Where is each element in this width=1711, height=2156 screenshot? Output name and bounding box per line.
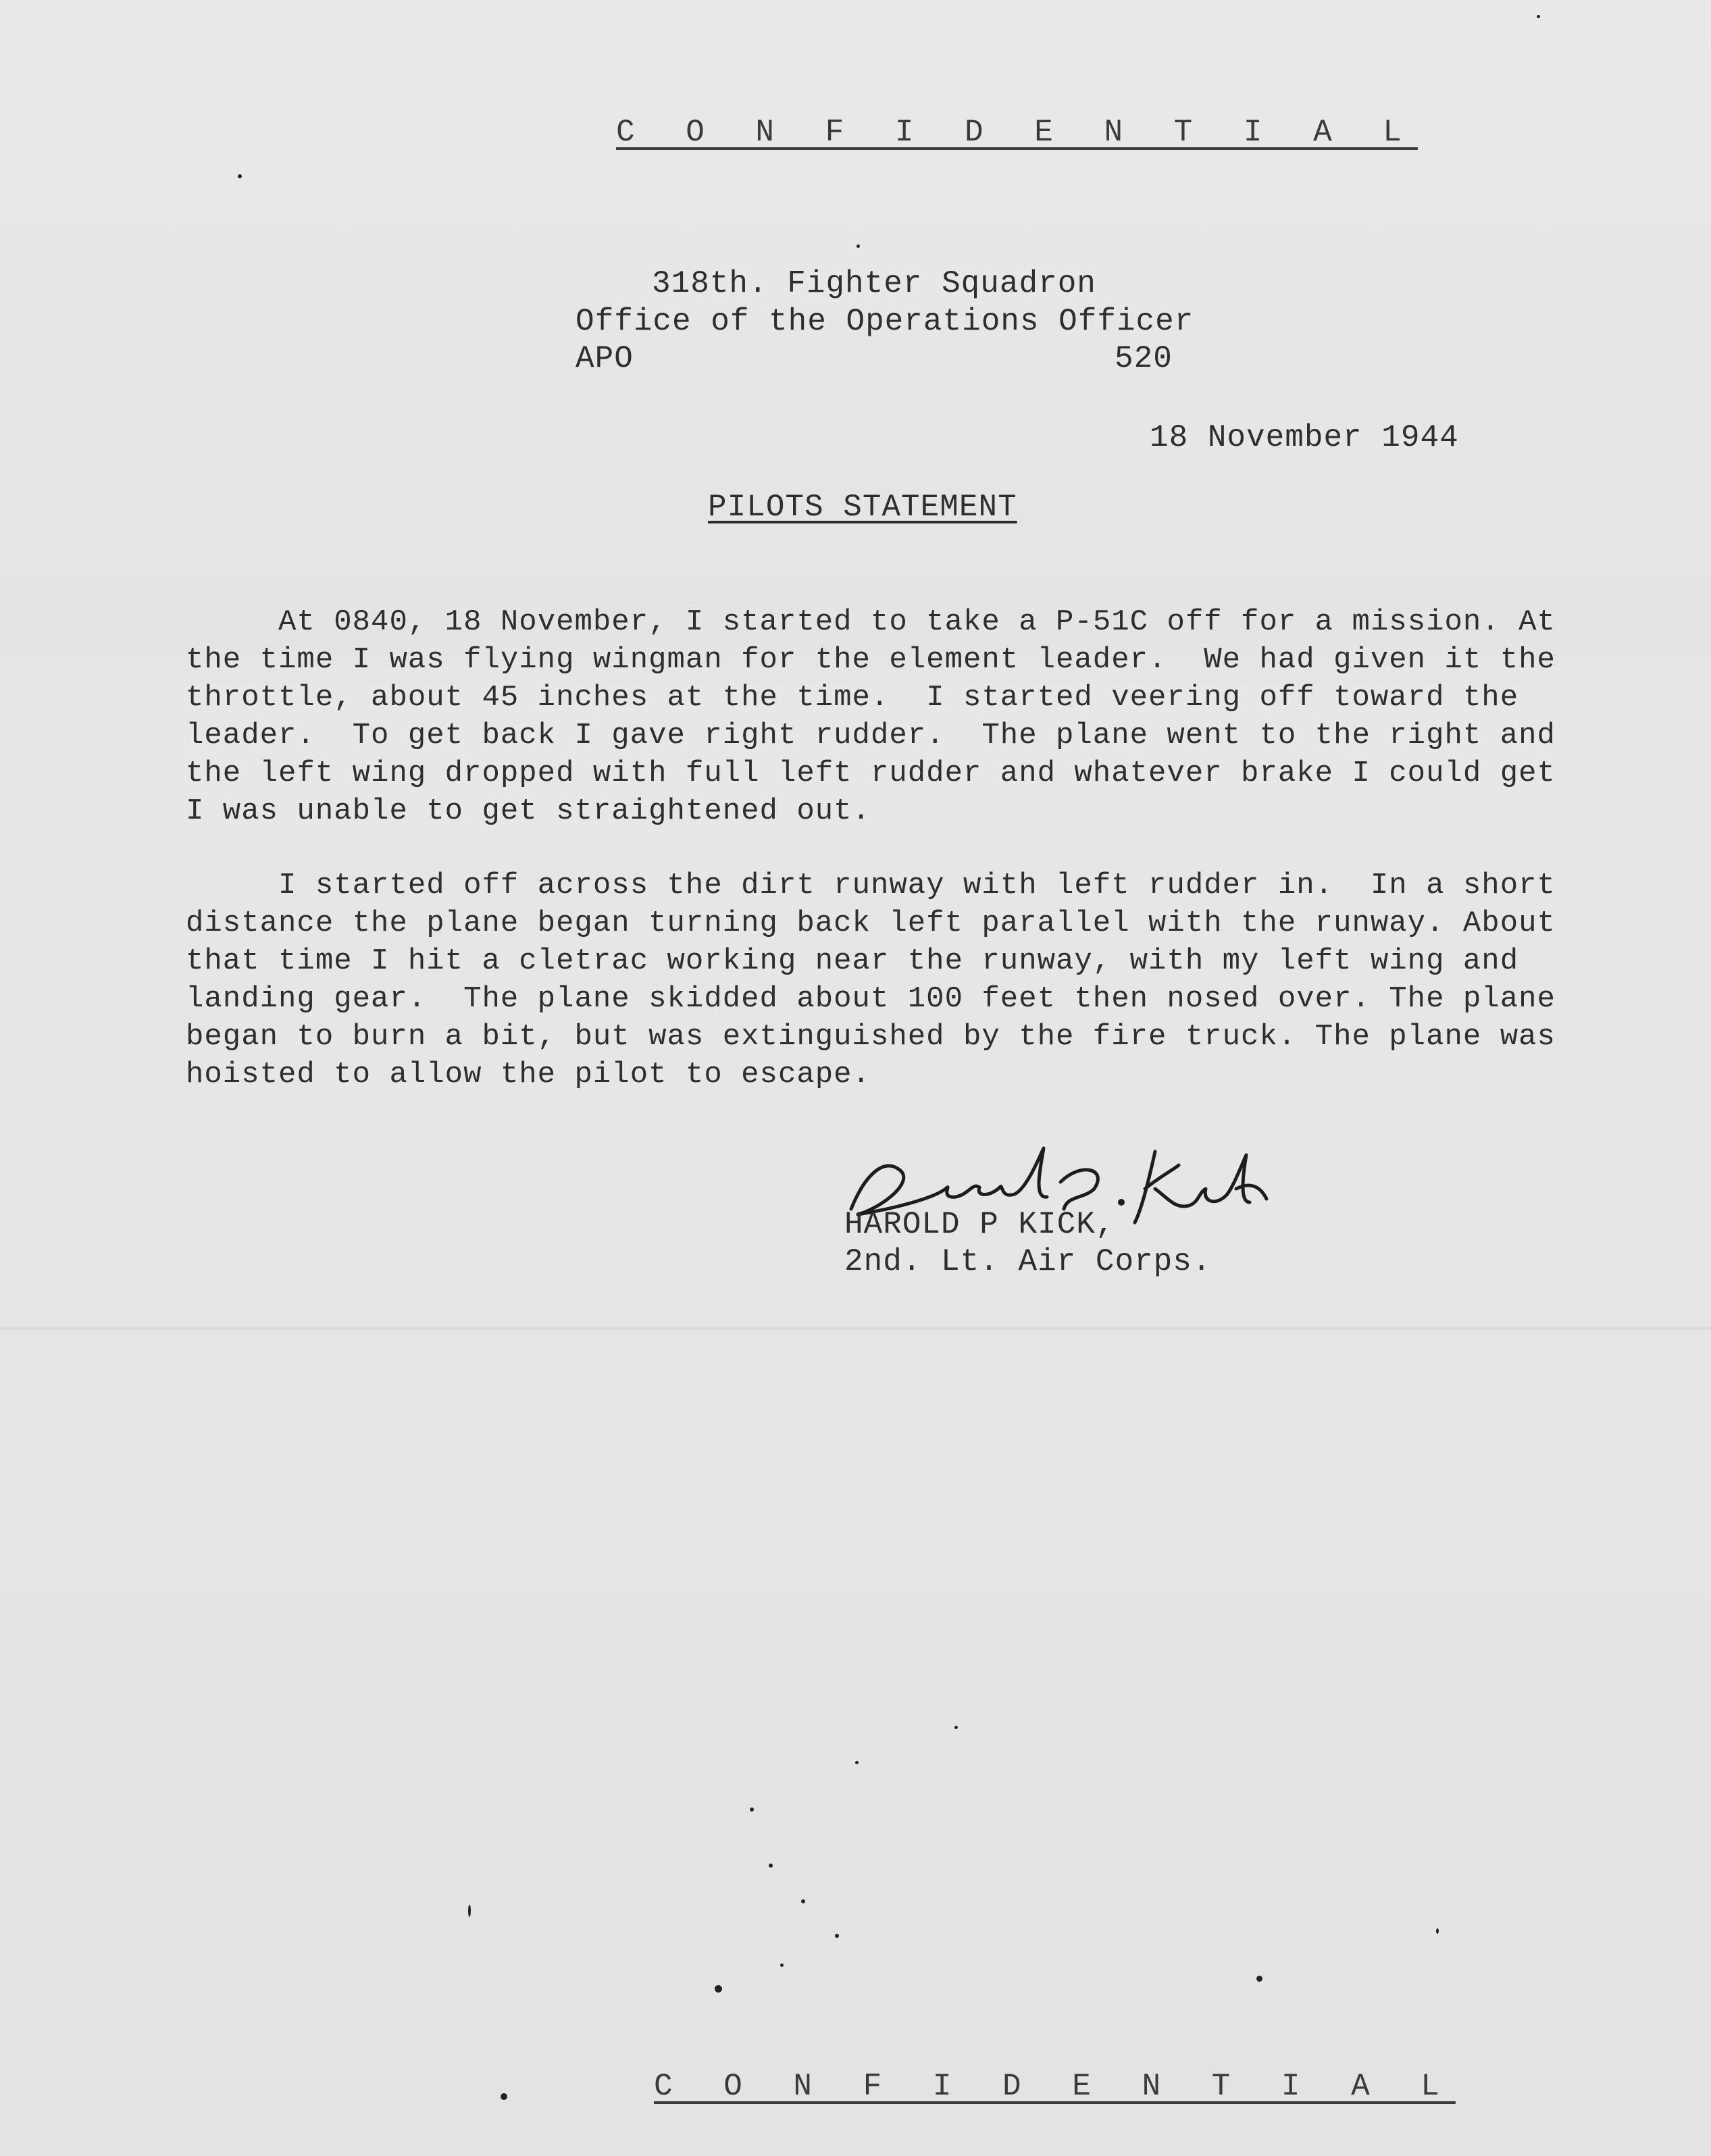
footer-confidential-marking: C O N F I D E N T I A L — [654, 2069, 1456, 2104]
paper-speck — [715, 1985, 722, 1993]
statement-paragraph-1: At 0840, 18 November, I started to take a P-51C off for a mission. At the time I was flying wingman for the element leader. We had given it the throttle, about 45 inches at the time. I started veering off toward the leader. To get back I gave right rudder. The plane went to the right and the left wing dropped with full left rudder and whatever brake I could get I was unable to get straightened out. — [186, 605, 1575, 828]
signatory-name: HAROLD P KICK, — [844, 1207, 1115, 1242]
document-date: 18 November 1944 — [1150, 420, 1459, 455]
paper-speck — [855, 1761, 859, 1764]
paper-speck — [769, 1864, 773, 1868]
paper-speck — [1256, 1976, 1262, 1982]
paper-speck — [801, 1899, 805, 1903]
header-confidential-marking: C O N F I D E N T I A L — [616, 115, 1418, 150]
document-title: PILOTS STATEMENT — [708, 490, 1017, 525]
paper-speck — [857, 245, 860, 248]
paper-speck — [835, 1934, 839, 1938]
statement-paragraph-2: I started off across the dirt runway with left rudder in. In a short distance the plane began turning back left parallel with the runway. About that time I hit a cletrac working near the runway, with my left wing and landing gear. The plane skidded about 100 feet then nosed over. The plane began to burn a bit, but was extinguished by the fire truck. The plane was hoisted to allow the pilot to escape. — [186, 869, 1575, 1092]
signatory-rank: 2nd. Lt. Air Corps. — [844, 1244, 1212, 1279]
letterhead-unit: 318th. Fighter Squadron — [652, 266, 1096, 301]
paper-speck — [780, 1964, 784, 1967]
paper-speck — [238, 174, 242, 178]
paper-speck — [750, 1807, 754, 1812]
paper-speck — [1537, 15, 1540, 18]
paper-speck — [954, 1726, 958, 1729]
paper-speck — [1436, 1928, 1439, 1934]
paper-speck — [501, 2093, 507, 2100]
letterhead-office: Office of the Operations Officer — [576, 304, 1194, 339]
letterhead-apo-label: APO — [576, 341, 634, 376]
page-fold-line — [0, 1327, 1711, 1330]
letterhead-apo-number: 520 — [1115, 341, 1173, 376]
paper-speck — [468, 1905, 471, 1917]
